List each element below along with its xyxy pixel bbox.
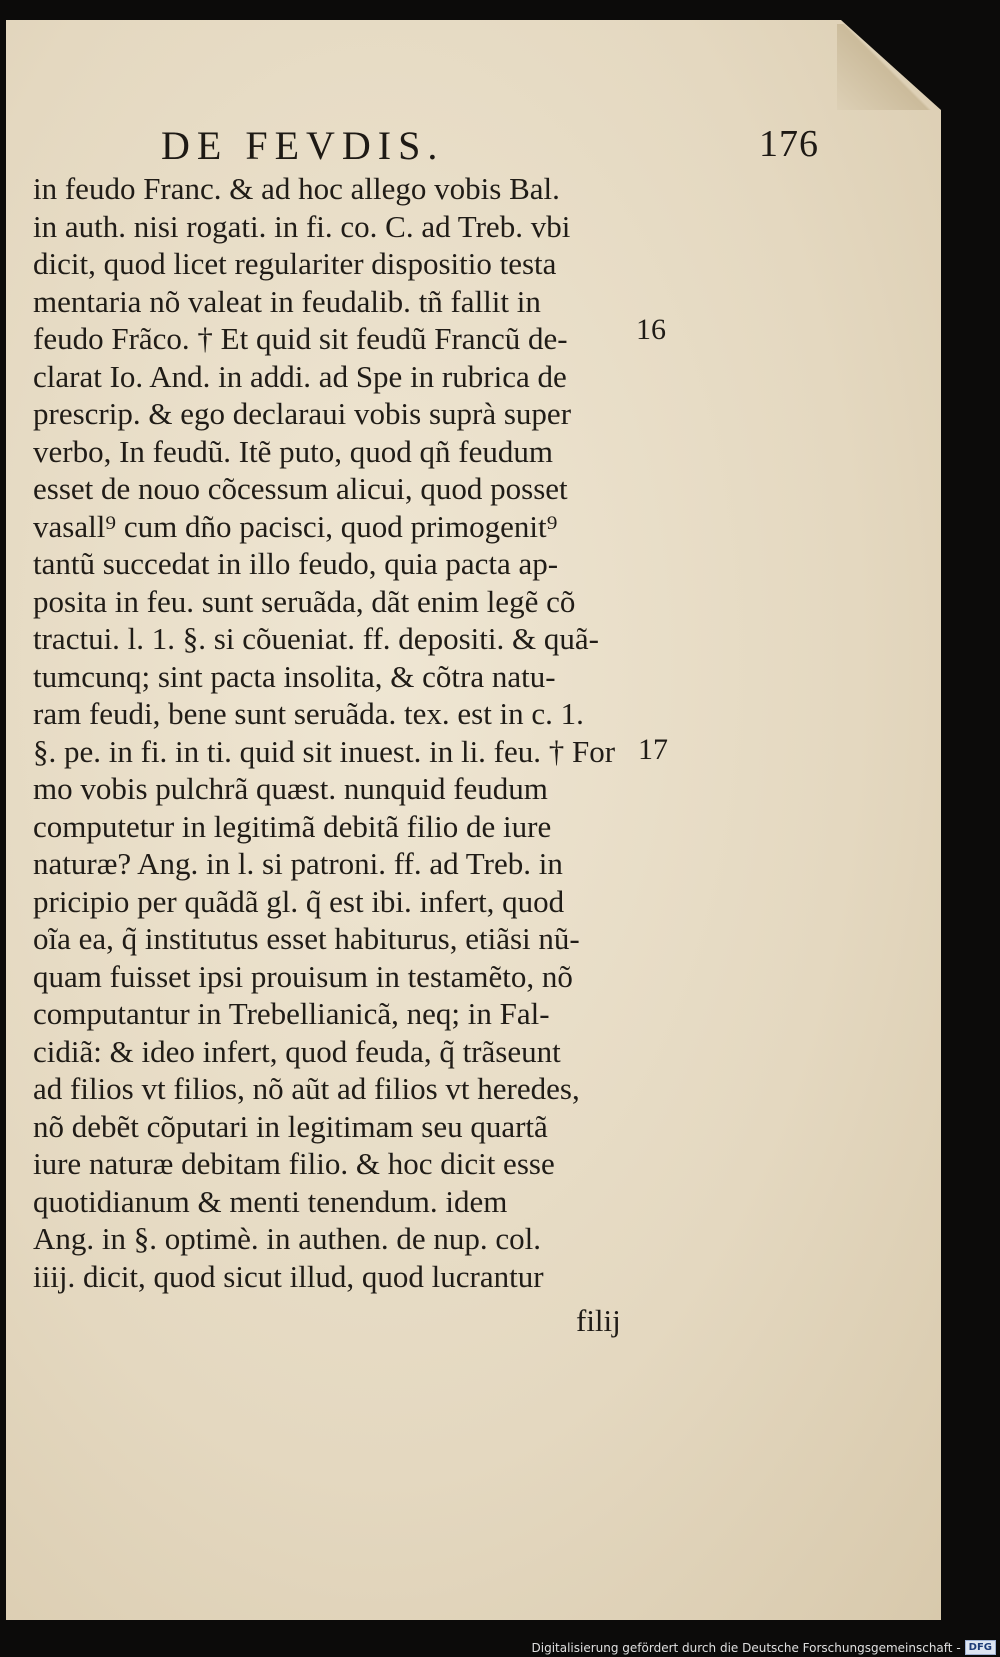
text-line: tantũ succedat in illo feudo, quia pacta ap- xyxy=(33,546,559,581)
text-line: esset de nouo cõcessum alicui, quod posset xyxy=(33,471,568,506)
text-line: tumcunq; sint pacta insolita, & cõtra natu- xyxy=(33,658,556,694)
folded-corner-shadow xyxy=(841,20,941,110)
text-line: tractui. l. 1. §. si cõueniat. ff. depositi. & quã- xyxy=(33,621,599,656)
text-line: computantur in Trebellianicã, neq; in Fal- xyxy=(33,996,550,1031)
text-line: in feudo Franc. & ad hoc allego vobis Bal. xyxy=(33,171,560,206)
footer-credit-text: Digitalisierung gefördert durch die Deutsche Forschungsgemeinschaft - xyxy=(531,1640,961,1655)
text-line: quotidianum & menti tenendum. idem xyxy=(33,1183,508,1219)
text-line: posita in feu. sunt seruãda, dãt enim legẽ cõ xyxy=(33,583,576,619)
text-line: verbo, In feudũ. Itẽ puto, quod qñ feudum xyxy=(33,433,553,469)
text-line: nõ debẽt cõputari in legitimam seu quartã xyxy=(33,1108,548,1144)
text-line: quam fuisset ipsi prouisum in testamẽto, nõ xyxy=(33,958,573,994)
header-title: DE FEVDIS. xyxy=(161,123,445,168)
page-number: 176 xyxy=(759,123,819,165)
marginal-number-16: 16 xyxy=(636,313,666,346)
text-line: mo vobis pulchrã quæst. nunquid feudum xyxy=(33,771,548,806)
text-line: §. pe. in fi. in ti. quid sit inuest. in li. feu. † For xyxy=(33,733,616,769)
text-line: Ang. in §. optimè. in authen. de nup. col. xyxy=(33,1221,541,1256)
text-line: ram feudi, bene sunt seruãda. tex. est in c. 1. xyxy=(33,696,584,731)
text-line: iure naturæ debitam filio. & hoc dicit esse xyxy=(33,1146,555,1181)
text-line: ad filios vt filios, nõ aũt ad filios vt heredes, xyxy=(33,1071,580,1106)
text-line: oĩa ea, q̃ institutus esset habiturus, etiãsi nũ- xyxy=(33,921,580,956)
running-header xyxy=(161,122,819,169)
text-line: prescrip. & ego declaraui vobis suprà super xyxy=(33,396,572,431)
book-page xyxy=(6,20,941,1620)
footer-credit xyxy=(532,1640,997,1655)
text-line: computetur in legitimã debitã filio de iure xyxy=(33,808,552,844)
text-line: clarat Io. And. in addi. ad Spe in rubrica de xyxy=(33,358,567,394)
text-line: vasall⁹ cum dño pacisci, quod primogenit⁹ xyxy=(33,508,558,544)
text-line: in auth. nisi rogati. in fi. co. C. ad Treb. vbi xyxy=(33,208,571,244)
marginal-number-17: 17 xyxy=(638,733,668,766)
catchword: filij xyxy=(576,1303,621,1338)
text-line: pricipio per quãdã gl. q̃ est ibi. infert, quod xyxy=(33,883,565,919)
body-text xyxy=(33,170,633,1295)
text-line: cidiã: & ideo infert, quod feuda, q̃ trãseunt xyxy=(33,1033,561,1069)
text-line: dicit, quod licet regulariter dispositio testa xyxy=(33,246,557,281)
text-line: naturæ? Ang. in l. si patroni. ff. ad Treb. in xyxy=(33,846,563,881)
text-line: iiij. dicit, quod sicut illud, quod lucrantur xyxy=(33,1258,544,1294)
dfg-logo: DFG xyxy=(965,1640,996,1655)
text-line: feudo Frãco. † Et quid sit feudũ Francũ de- xyxy=(33,321,568,356)
text-line: mentaria nõ valeat in feudalib. tñ fallit in xyxy=(33,283,541,319)
